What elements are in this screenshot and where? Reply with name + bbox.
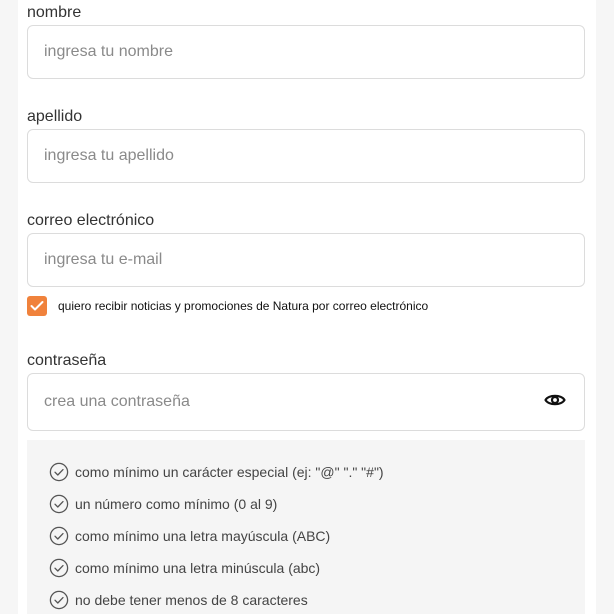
first-name-input[interactable] bbox=[44, 26, 544, 78]
eye-icon[interactable] bbox=[544, 392, 566, 408]
check-circle-icon bbox=[49, 590, 69, 610]
check-circle-icon bbox=[49, 558, 69, 578]
password-rule-text: como mínimo un carácter especial (ej: "@" "." "#") bbox=[75, 464, 384, 480]
email-input[interactable] bbox=[44, 234, 544, 286]
last-name-field-box bbox=[27, 129, 585, 183]
last-name-input[interactable] bbox=[44, 130, 544, 182]
password-input[interactable] bbox=[44, 374, 544, 430]
newsletter-checkbox[interactable] bbox=[27, 296, 47, 316]
signup-form bbox=[18, 0, 596, 614]
password-rule-text: un número como mínimo (0 al 9) bbox=[75, 496, 278, 512]
email-field-box bbox=[27, 233, 585, 287]
first-name-field-box bbox=[27, 25, 585, 79]
check-circle-icon bbox=[49, 494, 69, 514]
last-name-label: apellido bbox=[27, 108, 83, 125]
password-rule-text: como mínimo una letra mayúscula (ABC) bbox=[75, 528, 331, 544]
password-rule-text: no debe tener menos de 8 caracteres bbox=[75, 592, 308, 608]
password-label: contraseña bbox=[27, 352, 107, 369]
checkmark-icon bbox=[30, 300, 44, 312]
password-rule-text: como mínimo una letra minúscula (abc) bbox=[75, 560, 321, 576]
password-rules bbox=[27, 440, 585, 614]
newsletter-label: quiero recibir noticias y promociones de Natura por correo electrónico bbox=[58, 299, 429, 313]
first-name-label: nombre bbox=[27, 4, 82, 21]
password-field-box bbox=[27, 373, 585, 431]
email-label: correo electrónico bbox=[27, 212, 155, 229]
check-circle-icon bbox=[49, 526, 69, 546]
check-circle-icon bbox=[49, 462, 69, 482]
